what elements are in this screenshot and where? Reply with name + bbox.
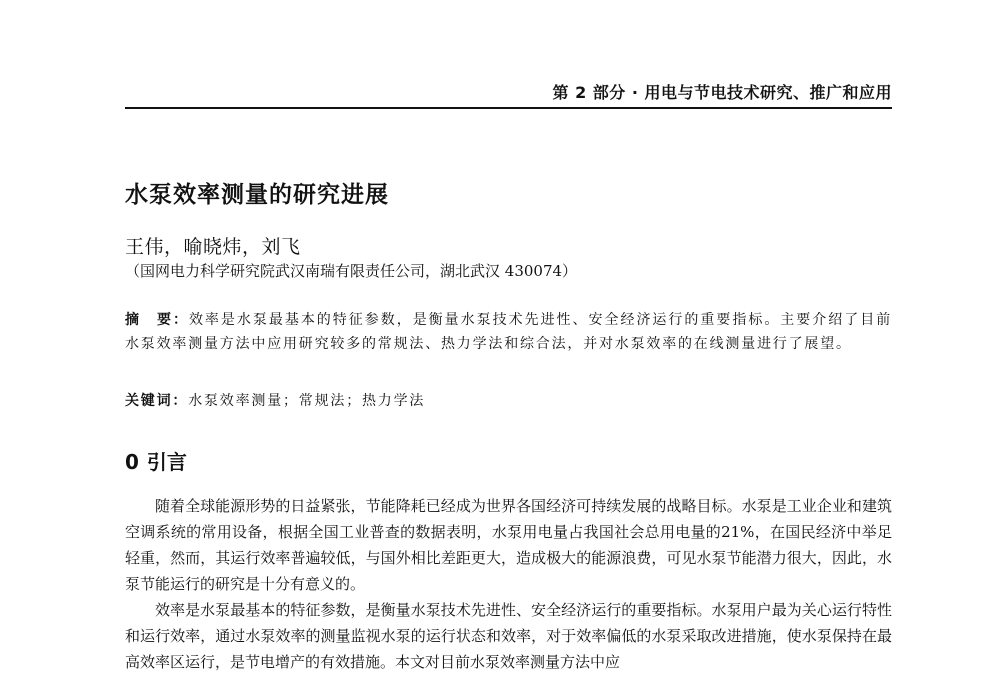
abstract-text: 效率是水泵最基本的特征参数，是衡量水泵技术先进性、安全经济运行的重要指标。主要介绍了目前水泵效率测量方法中应用研究较多的常规法、热力学法和综合法，并对水泵效率的在线测量进行了展望。 bbox=[125, 312, 892, 352]
keywords bbox=[125, 390, 425, 410]
body-text bbox=[125, 493, 892, 675]
paragraph: 效率是水泵最基本的特征参数，是衡量水泵技术先进性、安全经济运行的重要指标。水泵用户最为关心运行特性和运行效率，通过水泵效率的测量监视水泵的运行状态和效率，对于效率偏低的水泵采取改进措施，使水泵保持在最高效率区运行，是节电增产的有效措施。本文对目前水泵效率测量方法中应 bbox=[125, 601, 892, 671]
abstract bbox=[125, 308, 892, 356]
section-title: 引言 bbox=[146, 450, 187, 474]
section-number: 0 bbox=[125, 450, 139, 474]
affiliation: （国网电力科学研究院武汉南瑞有限责任公司，湖北武汉 430074） bbox=[125, 262, 578, 280]
keywords-text: 水泵效率测量；常规法；热力学法 bbox=[188, 393, 426, 409]
section-heading bbox=[125, 446, 187, 475]
authors: 王伟，喻晓炜，刘飞 bbox=[125, 236, 301, 258]
header-rule bbox=[125, 107, 892, 109]
paper-title: 水泵效率测量的研究进展 bbox=[125, 181, 389, 208]
running-header: 第 2 部分 · 用电与节电技术研究、推广和应用 bbox=[552, 83, 892, 102]
paragraph: 随着全球能源形势的日益紧张，节能降耗已经成为世界各国经济可持续发展的战略目标。水泵是工业企业和建筑空调系统的常用设备，根据全国工业普查的数据表明，水泵用电量占我国社会总用电量的21%，在国民经济中举足轻重，然而，其运行效率普遍较低，与国外相比差距更大，造成极大的能源浪费，可见水泵节能潜力很大，因此，水泵节能运行的研究是十分有意义的。 bbox=[125, 497, 892, 593]
abstract-label: 摘 要： bbox=[125, 312, 189, 328]
keywords-label: 关键词： bbox=[125, 393, 189, 409]
